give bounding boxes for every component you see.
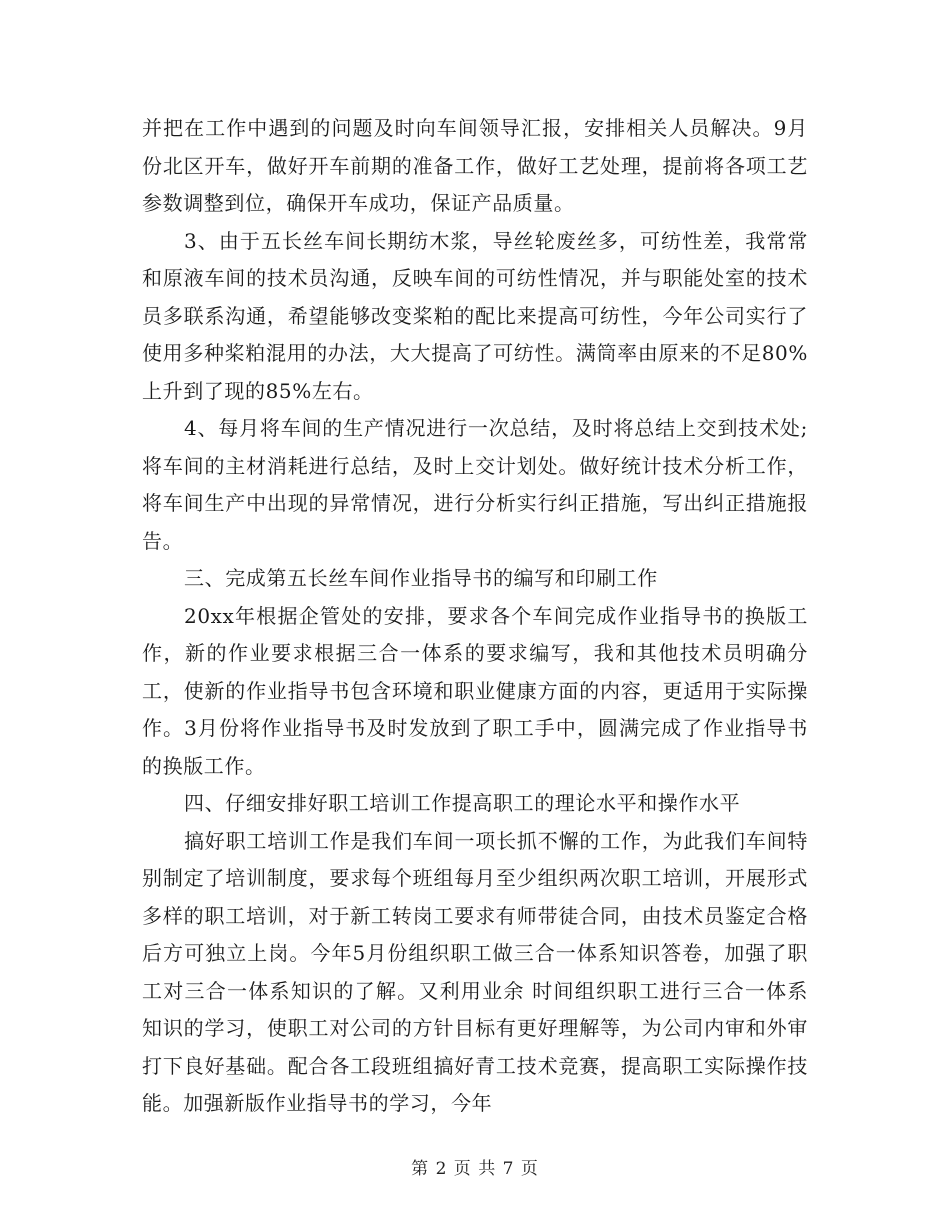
paragraph-section-4: 搞好职工培训工作是我们车间一项长抓不懈的工作，为此我们车间特别制定了培训制度，要求每个班组每月至少组织两次职工培训，开展形式多样的职工培训，对于新工转岗工要求有师带徒合同，由技术员鉴定合格后方可独立上岗。今年5月份组织职工做三合一体系知识答卷，加强了职工对三合一体系知识的了解。又利用业余 时间组织职工进行三合一体系知识的学习，使职工对公司的方针目标有更好理解等，为公司内审和外审打下良好基础。配合各工段班组搞好青工技术竞赛，提高职工实际操作技能。加强新版作业指导书的学习，今年 bbox=[142, 828, 808, 1115]
section-heading-4: 四、仔细安排好职工培训工作提高职工的理论水平和操作水平 bbox=[184, 791, 741, 815]
paragraph-item-4: 4、每月将车间的生产情况进行一次总结，及时将总结上交到技术处;将车间的主材消耗进行总结，及时上交计划处。做好统计技术分析工作，将车间生产中出现的异常情况，进行分析实行纠正措施，写出纠正措施报告。 bbox=[142, 416, 808, 553]
document-body bbox=[142, 110, 808, 1123]
paragraph-1: 并把在工作中遇到的问题及时向车间领导汇报，安排相关人员解决。9月份北区开车，做好开车前期的准备工作，做好工艺处理，提前将各项工艺参数调整到位，确保开车成功，保证产品质量。 bbox=[142, 116, 808, 215]
section-heading-3: 三、完成第五长丝车间作业指导书的编写和印刷工作 bbox=[184, 566, 658, 590]
page-number-footer: 第 2 页 共 7 页 bbox=[411, 1159, 539, 1179]
paragraph-section-3: 20xx年根据企管处的安排，要求各个车间完成作业指导书的换版工作，新的作业要求根据三合一体系的要求编写，我和其他技术员明确分工，使新的作业指导书包含环境和职业健康方面的内容，更适用于实际操作。3月份将作业指导书及时发放到了职工手中，圆满完成了作业指导书的换版工作。 bbox=[142, 603, 808, 778]
paragraph-item-3: 3、由于五长丝车间长期纺木浆，导丝轮废丝多，可纺性差，我常常和原液车间的技术员沟通，反映车间的可纺性情况，并与职能处室的技术员多联系沟通，希望能够改变桨粕的配比来提高可纺性，今年公司实行了使用多种桨粕混用的办法，大大提高了可纺性。满筒率由原来的不足80%上升到了现的85%左右。 bbox=[142, 228, 808, 403]
